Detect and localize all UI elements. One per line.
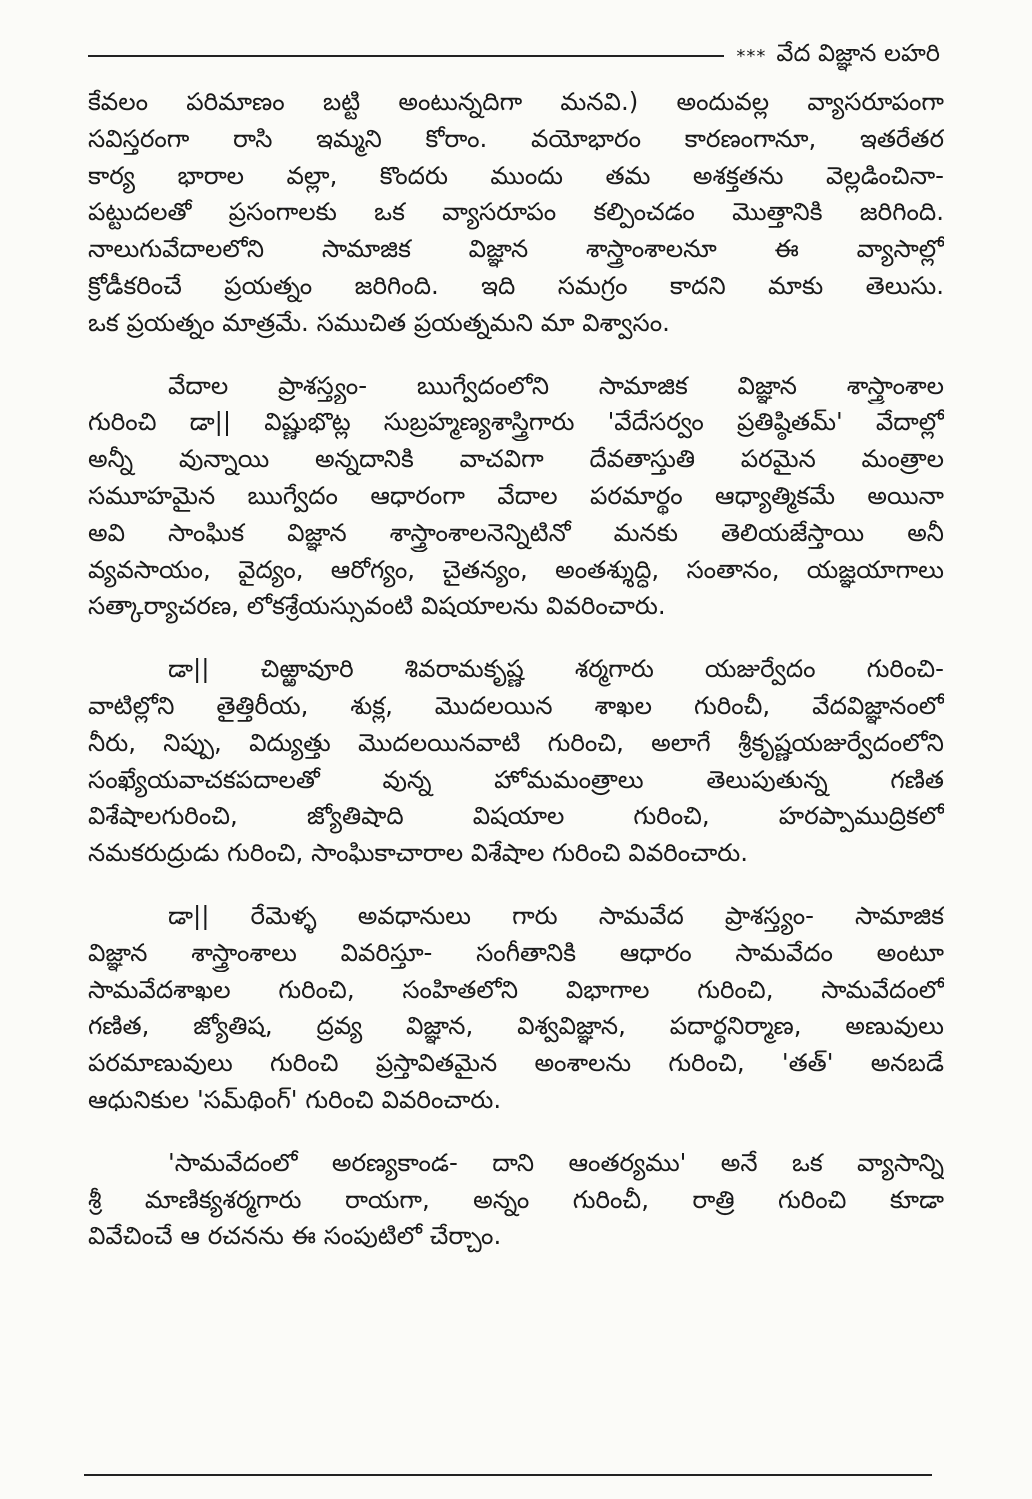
text-line: నాలుగువేదాలలోని సామాజిక విజ్ఞాన శాస్త్రాంశాలనూ ఈ వ్యాసాల్లో xyxy=(88,234,944,264)
paragraph-4 xyxy=(88,898,944,1119)
text-line: వేదాల ప్రాశస్త్యం- ఋగ్వేదంలోని సామాజిక విజ్ఞాన శాస్త్రాంశాల xyxy=(168,370,944,400)
text-line: పట్టుదలతో ప్రసంగాలకు ఒక వ్యాసరూపం కల్పించడం మొత్తానికి జరిగింది. xyxy=(88,197,944,227)
paragraph-5 xyxy=(88,1145,944,1255)
text-line: కేవలం పరిమాణం బట్టి అంటున్నదిగా మనవి.) అందువల్ల వ్యాసరూపంగా xyxy=(88,87,944,116)
text-line: సమూహమైన ఋగ్వేదం ఆధారంగా వేదాల పరమార్థం ఆధ్యాత్మికమే అయినా xyxy=(88,480,944,510)
paragraph-2 xyxy=(88,368,944,626)
text-line: ఆధునికుల 'సమ్‌థింగ్' గురించి వివరించారు. xyxy=(88,1084,502,1114)
text-line: సత్కార్యాచరణ, లోకశ్రేయస్సువంటి విషయాలను వివరించారు. xyxy=(88,591,666,621)
text-line: అవి సాంఘిక విజ్ఞాన శాస్త్రాంశాలనెన్నిటినో మనకు తెలియజేస్తాయి అనీ xyxy=(88,517,944,547)
text-line: గణిత, జ్యోతిష, ద్రవ్య విజ్ఞాన, విశ్వవిజ్ఞాన, పదార్థనిర్మాణ, అణువులు xyxy=(88,1011,944,1041)
text-line: సవిస్తరంగా రాసి ఇమ్మని కోరాం. వయోభారం కారణంగానూ, ఇతరేతర xyxy=(88,123,944,153)
text-line: నమకరుద్రుడు గురించి, సాంఘికాచారాల విశేషాల గురించి వివరించారు. xyxy=(88,838,749,868)
text-line: డా|| చిఱ్ఱావూరి శివరామకృష్ణ శర్మగారు యజుర్వేదం గురించి- xyxy=(168,654,944,684)
text-line: గురించి డా|| విష్ణుభొట్ల సుబ్రహ్మణ్యశాస్త్రిగారు 'వేదేసర్వం ప్రతిష్ఠితమ్' వేదాల్లో xyxy=(88,407,944,437)
text-line: డా|| రేమెళ్ళ అవధానులు గారు సామవేద ప్రాశస్త్యం- సామాజిక xyxy=(168,900,944,930)
running-header-title: వేద విజ్ఞాన లహరి xyxy=(776,39,940,67)
text-line: వాటిల్లోని తైత్తిరీయ, శుక్ల, మొదలయిన శాఖల గురించీ, వేదవిజ్ఞానంలో xyxy=(88,690,944,720)
text-line: 'సామవేదంలో అరణ్యకాండ- దాని ఆంతర్యము' అనే ఒక వ్యాసాన్ని xyxy=(168,1147,944,1177)
paragraph-1 xyxy=(88,84,944,342)
paragraph-3 xyxy=(88,651,944,872)
text-line: నీరు, నిప్పు, విద్యుత్తు మొదలయినవాటి గురించి, అలాగే శ్రీకృష్ణయజుర్వేదంలోని xyxy=(88,727,944,757)
text-line: వ్యవసాయం, వైద్యం, ఆరోగ్యం, చైతన్యం, అంతశ్శుద్ధి, సంతానం, యజ్ఞయాగాలు xyxy=(88,554,944,584)
body-text xyxy=(88,84,944,1281)
header-rule xyxy=(88,55,724,57)
text-line: ఒక ప్రయత్నం మాత్రమే. సముచిత ప్రయత్నమని మా విశ్వాసం. xyxy=(88,307,670,337)
text-line: కార్య భారాల వల్లా, కొందరు ముందు తమ అశక్తతను వెల్లడించినా- xyxy=(88,160,944,190)
text-line: విజ్ఞాన శాస్త్రాంశాలు వివరిస్తూ- సంగీతానికి ఆధారం సామవేదం అంటూ xyxy=(88,937,944,967)
text-line: విశేషాలగురించి, జ్యోతిషాది విషయాల గురించి, హరప్పాముద్రికలో xyxy=(88,801,944,831)
text-line: శ్రీ మాణిక్యశర్మగారు రాయగా, అన్నం గురించీ, రాత్రి గురించి కూడా xyxy=(88,1184,944,1214)
text-line: క్రోడీకరించే ప్రయత్నం జరిగింది. ఇది సమగ్రం కాదని మాకు తెలుసు. xyxy=(88,270,944,300)
text-line: పరమాణువులు గురించి ప్రస్తావితమైన అంశాలను గురించి, 'తత్' అనబడే xyxy=(88,1048,944,1078)
text-line: అన్నీ వున్నాయి అన్నదానికి వాచవిగా దేవతాస్తుతి పరమైన మంత్రాల xyxy=(88,444,944,474)
text-line: సంఖ్యేయవాచకపదాలతో వున్న హోమమంత్రాలు తెలుపుతున్న గణిత xyxy=(88,764,944,794)
footer-rule xyxy=(84,1474,932,1476)
header-ornament: *** xyxy=(736,45,767,67)
running-header xyxy=(88,36,940,76)
text-line: వివేచించే ఆ రచనను ఈ సంపుటిలో చేర్చాం. xyxy=(88,1221,502,1251)
text-line: సామవేదశాఖల గురించి, సంహితలోని విభాగాల గురించి, సామవేదంలో xyxy=(88,974,944,1004)
